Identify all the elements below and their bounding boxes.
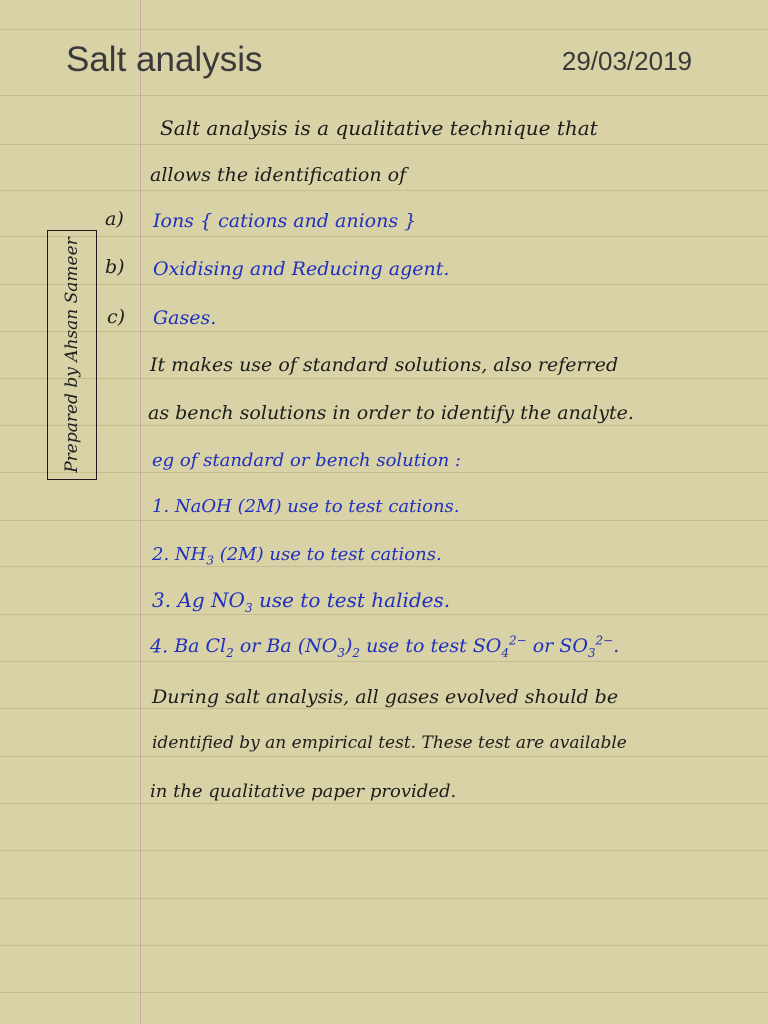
closing-line-2: identified by an empirical test. These test are available bbox=[152, 733, 627, 753]
example-reagent: Ba $Cl_2$ or Ba $(NO_3)_2$ bbox=[174, 635, 361, 661]
list-marker-a: a) bbox=[105, 208, 124, 230]
list-marker-c: c) bbox=[107, 306, 126, 328]
ruled-line bbox=[0, 708, 768, 709]
standard-line-1: It makes use of standard solutions, also referred bbox=[150, 354, 619, 376]
example-number: 4. bbox=[150, 635, 169, 658]
list-marker-b: b) bbox=[105, 256, 125, 278]
example-use: use to test cations. bbox=[287, 496, 460, 517]
example-use: use to test $SO_4^{2-}$ or $SO_3^{2-}$. bbox=[360, 634, 620, 661]
page-date: 29/03/2019 bbox=[561, 46, 692, 76]
ruled-line bbox=[0, 898, 768, 899]
ruled-line bbox=[0, 850, 768, 851]
ruled-line bbox=[0, 520, 768, 521]
intro-line-1: Salt analysis is a qualitative technique that bbox=[160, 116, 598, 140]
ruled-line bbox=[0, 661, 768, 662]
example-use: use to test halides. bbox=[258, 588, 451, 612]
example-item-2 bbox=[152, 544, 442, 568]
ruled-line bbox=[0, 95, 768, 96]
ruled-line bbox=[0, 756, 768, 757]
closing-line-3: in the qualitative paper provided. bbox=[150, 781, 457, 802]
ruled-line bbox=[0, 236, 768, 237]
list-item-c: Gases. bbox=[153, 307, 217, 329]
ruled-line bbox=[0, 472, 768, 473]
ruled-line bbox=[0, 803, 768, 804]
example-number: 1. bbox=[152, 496, 170, 517]
example-heading: eg of standard or bench solution : bbox=[152, 450, 461, 471]
margin-line bbox=[140, 0, 141, 1024]
ruled-line bbox=[0, 378, 768, 379]
ruled-line bbox=[0, 144, 768, 145]
ruled-line bbox=[0, 190, 768, 191]
standard-line-2: as bench solutions in order to identify the analyte. bbox=[148, 402, 634, 424]
author-note: Prepared by Ahsan Sameer bbox=[62, 237, 82, 473]
ruled-line bbox=[0, 331, 768, 332]
page-title: Salt analysis bbox=[66, 40, 263, 79]
example-number: 2. bbox=[152, 544, 170, 565]
intro-line-2: allows the identification of bbox=[150, 164, 407, 186]
example-item-4 bbox=[150, 634, 619, 660]
example-reagent: NaOH (2M) bbox=[174, 496, 282, 517]
closing-line-1: During salt analysis, all gases evolved should be bbox=[152, 686, 619, 708]
list-item-a: Ions { cations and anions } bbox=[153, 210, 417, 232]
example-item-1 bbox=[152, 496, 460, 517]
example-reagent: Ag $NO_3$ bbox=[177, 588, 253, 615]
ruled-line bbox=[0, 29, 768, 30]
author-note-box bbox=[47, 230, 97, 480]
example-reagent: $NH_3$ (2M) bbox=[174, 544, 264, 568]
list-item-b: Oxidising and Reducing agent. bbox=[153, 258, 450, 280]
ruled-line bbox=[0, 425, 768, 426]
ruled-line bbox=[0, 945, 768, 946]
ruled-line bbox=[0, 992, 768, 993]
example-number: 3. bbox=[152, 588, 172, 612]
example-item-3 bbox=[152, 588, 450, 615]
ruled-line bbox=[0, 284, 768, 285]
example-use: use to test cations. bbox=[269, 544, 442, 565]
